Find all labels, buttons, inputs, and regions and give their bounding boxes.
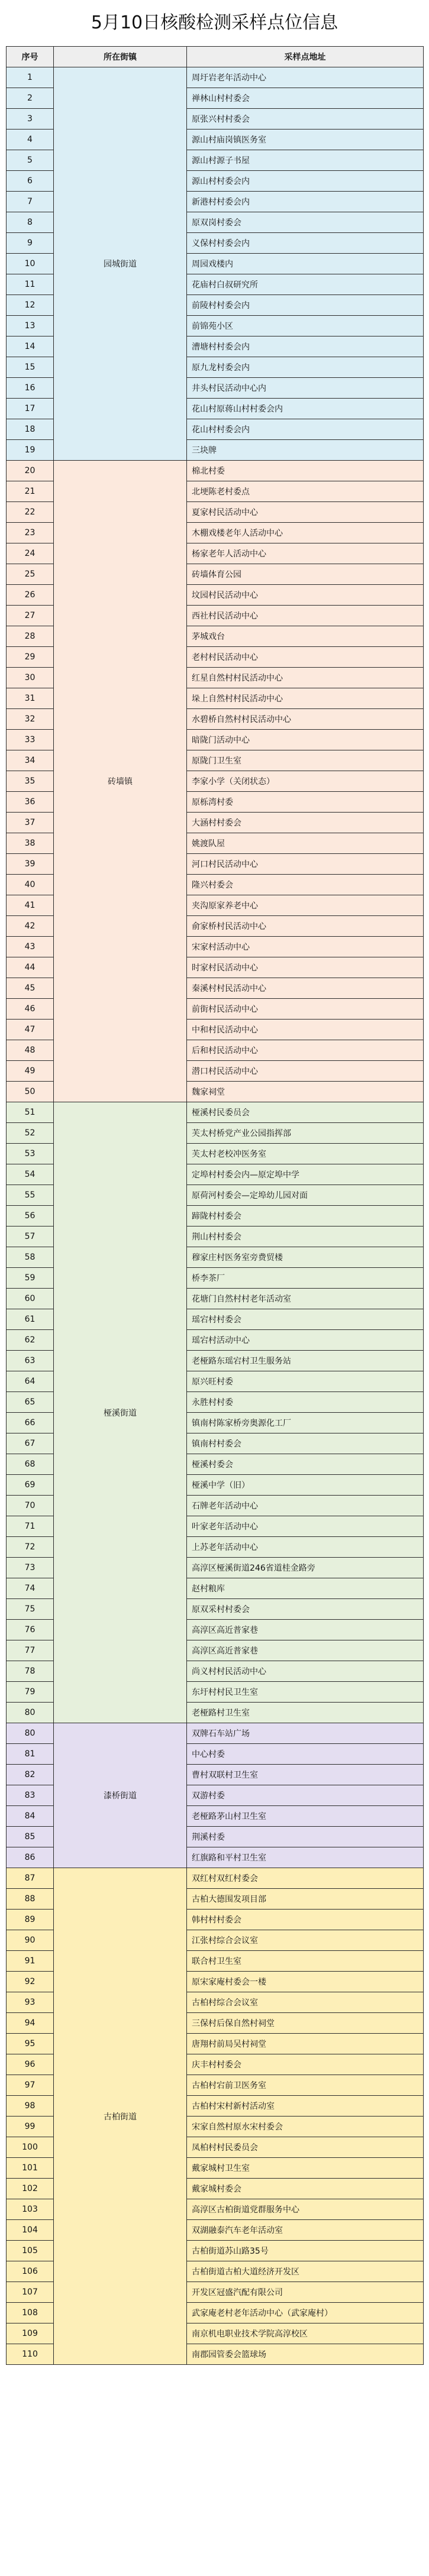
site-address: 源山村庙岗镇医务室 xyxy=(187,130,424,150)
row-number: 87 xyxy=(7,1868,54,1889)
row-number: 94 xyxy=(7,2013,54,2034)
site-address: 东圩村村民卫生室 xyxy=(187,1682,424,1703)
site-address: 双牌石车站广场 xyxy=(187,1723,424,1744)
site-address: 中和村民活动中心 xyxy=(187,1020,424,1040)
row-number: 49 xyxy=(7,1061,54,1082)
site-address: 红旗路和平村卫生室 xyxy=(187,1847,424,1868)
row-number: 17 xyxy=(7,399,54,419)
row-number: 90 xyxy=(7,1930,54,1951)
row-number: 97 xyxy=(7,2075,54,2096)
site-address: 镇南村村委会 xyxy=(187,1433,424,1454)
row-number: 14 xyxy=(7,336,54,357)
site-address: 花山村村委会内 xyxy=(187,419,424,440)
row-number: 63 xyxy=(7,1351,54,1371)
row-number: 68 xyxy=(7,1454,54,1475)
row-number: 83 xyxy=(7,1785,54,1806)
row-number: 108 xyxy=(7,2303,54,2323)
row-number: 61 xyxy=(7,1309,54,1330)
row-number: 69 xyxy=(7,1475,54,1496)
site-address: 桠溪村民委员会 xyxy=(187,1102,424,1123)
row-number: 107 xyxy=(7,2282,54,2303)
row-number: 62 xyxy=(7,1330,54,1351)
row-number: 105 xyxy=(7,2241,54,2261)
row-number: 37 xyxy=(7,813,54,833)
site-address: 双红村双红村委会 xyxy=(187,1868,424,1889)
row-number: 109 xyxy=(7,2323,54,2344)
site-address: 戴家城村委会 xyxy=(187,2179,424,2199)
site-address: 前陵村村委会内 xyxy=(187,295,424,316)
site-address: 源山村源子书屋 xyxy=(187,150,424,171)
site-address: 赵村粮库 xyxy=(187,1578,424,1599)
site-address: 联合村卫生室 xyxy=(187,1951,424,1972)
row-number: 78 xyxy=(7,1661,54,1682)
site-address: 曹村双联村卫生室 xyxy=(187,1765,424,1785)
site-address: 木棚戏楼老年人活动中心 xyxy=(187,523,424,543)
site-address: 高淳区高近普家巷 xyxy=(187,1620,424,1640)
row-number: 12 xyxy=(7,295,54,316)
row-number: 99 xyxy=(7,2117,54,2137)
header-no: 序号 xyxy=(7,47,54,67)
site-address: 芙太村老校冲医务室 xyxy=(187,1144,424,1164)
row-number: 58 xyxy=(7,1247,54,1268)
site-address: 水碧桥自然村村民活动中心 xyxy=(187,709,424,730)
row-number: 23 xyxy=(7,523,54,543)
site-address: 时家村民活动中心 xyxy=(187,957,424,978)
row-number: 4 xyxy=(7,130,54,150)
row-number: 41 xyxy=(7,895,54,916)
site-address: 双游村委 xyxy=(187,1785,424,1806)
site-address: 三块牌 xyxy=(187,440,424,461)
row-number: 47 xyxy=(7,1020,54,1040)
site-address: 双湖融泰汽车老年活动室 xyxy=(187,2220,424,2241)
row-number: 33 xyxy=(7,730,54,750)
site-address: 垛上自然村村民活动中心 xyxy=(187,688,424,709)
row-number: 59 xyxy=(7,1268,54,1289)
table-row xyxy=(7,1723,424,1744)
row-number: 89 xyxy=(7,1910,54,1930)
site-address: 坟园村民活动中心 xyxy=(187,585,424,606)
row-number: 101 xyxy=(7,2158,54,2179)
row-number: 43 xyxy=(7,937,54,957)
row-number: 27 xyxy=(7,606,54,626)
site-address: 周圩岩老年活动中心 xyxy=(187,67,424,88)
site-address: 桥李茶厂 xyxy=(187,1268,424,1289)
site-address: 永胜村村委 xyxy=(187,1392,424,1413)
row-number: 21 xyxy=(7,481,54,502)
row-number: 39 xyxy=(7,854,54,875)
site-address: 杨家老年人活动中心 xyxy=(187,543,424,564)
site-address: 原栎湾村委 xyxy=(187,792,424,813)
row-number: 80 xyxy=(7,1703,54,1723)
site-address: 南京机电职业技术学院高淳校区 xyxy=(187,2323,424,2344)
row-number: 96 xyxy=(7,2054,54,2075)
row-number: 106 xyxy=(7,2261,54,2282)
row-number: 7 xyxy=(7,192,54,212)
row-number: 70 xyxy=(7,1496,54,1516)
header-address: 采样点地址 xyxy=(187,47,424,67)
site-address: 前锦苑小区 xyxy=(187,316,424,336)
site-address: 原张兴村村委会 xyxy=(187,109,424,130)
row-number: 104 xyxy=(7,2220,54,2241)
site-address: 武家庵老村老年活动中心（武家庵村） xyxy=(187,2303,424,2323)
row-number: 88 xyxy=(7,1889,54,1910)
row-number: 3 xyxy=(7,109,54,130)
site-address: 桠溪村委会 xyxy=(187,1454,424,1475)
site-address: 姚渡队屋 xyxy=(187,833,424,854)
row-number: 36 xyxy=(7,792,54,813)
row-number: 67 xyxy=(7,1433,54,1454)
row-number: 40 xyxy=(7,875,54,895)
row-number: 45 xyxy=(7,978,54,999)
row-number: 35 xyxy=(7,771,54,792)
site-address: 开发区冠盛汽配有限公司 xyxy=(187,2282,424,2303)
row-number: 65 xyxy=(7,1392,54,1413)
row-number: 102 xyxy=(7,2179,54,2199)
site-address: 原荷河村委会—定埠幼儿园对面 xyxy=(187,1185,424,1206)
site-address: 上苏老年活动中心 xyxy=(187,1537,424,1558)
row-number: 86 xyxy=(7,1847,54,1868)
row-number: 18 xyxy=(7,419,54,440)
site-address: 穆家庄村医务室旁费贸楼 xyxy=(187,1247,424,1268)
row-number: 31 xyxy=(7,688,54,709)
site-address: 古柏街道古柏大道经济开发区 xyxy=(187,2261,424,2282)
site-address: 瑶宕村活动中心 xyxy=(187,1330,424,1351)
site-address: 荆山村村委会 xyxy=(187,1226,424,1247)
table-row xyxy=(7,1868,424,1889)
row-number: 77 xyxy=(7,1640,54,1661)
site-address: 三保村后保自然村祠堂 xyxy=(187,2013,424,2034)
site-address: 宋家村活动中心 xyxy=(187,937,424,957)
site-address: 西社村民活动中心 xyxy=(187,606,424,626)
row-number: 98 xyxy=(7,2096,54,2117)
site-address: 镇南村陈家桥旁奥源化工厂 xyxy=(187,1413,424,1433)
site-address: 棉北村委 xyxy=(187,461,424,481)
row-number: 55 xyxy=(7,1185,54,1206)
row-number: 46 xyxy=(7,999,54,1020)
row-number: 66 xyxy=(7,1413,54,1433)
row-number: 100 xyxy=(7,2137,54,2158)
row-number: 10 xyxy=(7,254,54,274)
page-title: 5月10日核酸检测采样点位信息 xyxy=(91,12,338,33)
sampling-sites-table xyxy=(6,46,424,2365)
site-address: 韩村村村委会 xyxy=(187,1910,424,1930)
site-address: 大涵村村委会 xyxy=(187,813,424,833)
site-address: 俞家桥村民活动中心 xyxy=(187,916,424,937)
row-number: 85 xyxy=(7,1827,54,1847)
row-number: 51 xyxy=(7,1102,54,1123)
row-number: 20 xyxy=(7,461,54,481)
site-address: 戴家城村卫生室 xyxy=(187,2158,424,2179)
site-address: 老桠路村卫生室 xyxy=(187,1703,424,1723)
row-number: 2 xyxy=(7,88,54,109)
row-number: 64 xyxy=(7,1371,54,1392)
row-number: 38 xyxy=(7,833,54,854)
site-address: 古柏大德围发项目部 xyxy=(187,1889,424,1910)
row-number: 76 xyxy=(7,1620,54,1640)
site-address: 石牌老年活动中心 xyxy=(187,1496,424,1516)
site-address: 叶家老年活动中心 xyxy=(187,1516,424,1537)
header-town: 所在街镇 xyxy=(54,47,187,67)
site-address: 义保村村委会内 xyxy=(187,233,424,254)
site-address: 古柏街道苏山路35号 xyxy=(187,2241,424,2261)
site-address: 老桠路东瑶宕村卫生服务站 xyxy=(187,1351,424,1371)
table-row xyxy=(7,67,424,88)
row-number: 30 xyxy=(7,668,54,688)
row-number: 13 xyxy=(7,316,54,336)
site-address: 河口村民活动中心 xyxy=(187,854,424,875)
table-header-row xyxy=(7,47,424,67)
site-address: 茅城戏台 xyxy=(187,626,424,647)
site-address: 古柏村综合会议室 xyxy=(187,1992,424,2013)
table-row xyxy=(7,1102,424,1123)
site-address: 中心村委 xyxy=(187,1744,424,1765)
site-address: 荆溪村委 xyxy=(187,1827,424,1847)
site-address: 老村村民活动中心 xyxy=(187,647,424,668)
site-address: 原陇门卫生室 xyxy=(187,750,424,771)
site-address: 原双岗村委会 xyxy=(187,212,424,233)
site-address: 暗陇门活动中心 xyxy=(187,730,424,750)
site-address: 潜口村民活动中心 xyxy=(187,1061,424,1082)
row-number: 79 xyxy=(7,1682,54,1703)
site-address: 漕塘村村委会内 xyxy=(187,336,424,357)
row-number: 34 xyxy=(7,750,54,771)
town-name: 古柏街道 xyxy=(54,1868,187,2365)
row-number: 8 xyxy=(7,212,54,233)
site-address: 原双采村村委会 xyxy=(187,1599,424,1620)
row-number: 91 xyxy=(7,1951,54,1972)
row-number: 48 xyxy=(7,1040,54,1061)
town-name: 桠溪街道 xyxy=(54,1102,187,1723)
row-number: 60 xyxy=(7,1289,54,1309)
row-number: 72 xyxy=(7,1537,54,1558)
row-number: 54 xyxy=(7,1164,54,1185)
row-number: 93 xyxy=(7,1992,54,2013)
site-address: 唐翔村前局吴村祠堂 xyxy=(187,2034,424,2054)
site-address: 原九龙村委会内 xyxy=(187,357,424,378)
site-address: 蹄陇村村委会 xyxy=(187,1206,424,1226)
row-number: 15 xyxy=(7,357,54,378)
row-number: 80 xyxy=(7,1723,54,1744)
row-number: 103 xyxy=(7,2199,54,2220)
row-number: 73 xyxy=(7,1558,54,1578)
row-number: 95 xyxy=(7,2034,54,2054)
row-number: 22 xyxy=(7,502,54,523)
row-number: 56 xyxy=(7,1206,54,1226)
site-address: 前街村民活动中心 xyxy=(187,999,424,1020)
row-number: 9 xyxy=(7,233,54,254)
site-address: 李家小学（关闭状态） xyxy=(187,771,424,792)
table-body xyxy=(7,67,424,2365)
site-address: 禅林山村村委会 xyxy=(187,88,424,109)
row-number: 44 xyxy=(7,957,54,978)
site-address: 花庙村白叔研究所 xyxy=(187,274,424,295)
site-address: 花塘门自然村村老年活动室 xyxy=(187,1289,424,1309)
site-address: 高淳区高近普家巷 xyxy=(187,1640,424,1661)
site-address: 魏家祠堂 xyxy=(187,1082,424,1102)
table-row xyxy=(7,461,424,481)
site-address: 高淳区桠溪街道246省道桂金路旁 xyxy=(187,1558,424,1578)
row-number: 26 xyxy=(7,585,54,606)
row-number: 57 xyxy=(7,1226,54,1247)
site-address: 芙太村桥党产业公园指挥部 xyxy=(187,1123,424,1144)
row-number: 24 xyxy=(7,543,54,564)
site-address: 隆兴村委会 xyxy=(187,875,424,895)
row-number: 75 xyxy=(7,1599,54,1620)
row-number: 28 xyxy=(7,626,54,647)
site-address: 秦溪村村民活动中心 xyxy=(187,978,424,999)
town-name: 园城街道 xyxy=(54,67,187,461)
row-number: 16 xyxy=(7,378,54,399)
row-number: 29 xyxy=(7,647,54,668)
row-number: 25 xyxy=(7,564,54,585)
site-address: 原宋家庵村委会一楼 xyxy=(187,1972,424,1992)
site-address: 南郡园管委会篮球场 xyxy=(187,2344,424,2365)
site-address: 凤柏村村民委员会 xyxy=(187,2137,424,2158)
site-address: 夹沟原家养老中心 xyxy=(187,895,424,916)
site-address: 老桠路茅山村卫生室 xyxy=(187,1806,424,1827)
row-number: 52 xyxy=(7,1123,54,1144)
row-number: 42 xyxy=(7,916,54,937)
site-address: 北埂陈老村委点 xyxy=(187,481,424,502)
site-address: 夏家村民活动中心 xyxy=(187,502,424,523)
site-address: 井头村民活动中心内 xyxy=(187,378,424,399)
site-address: 古柏村宋村新村活动室 xyxy=(187,2096,424,2117)
row-number: 5 xyxy=(7,150,54,171)
site-address: 源山村村委会内 xyxy=(187,171,424,192)
row-number: 32 xyxy=(7,709,54,730)
row-number: 92 xyxy=(7,1972,54,1992)
site-address: 古柏村宕前卫医务室 xyxy=(187,2075,424,2096)
row-number: 19 xyxy=(7,440,54,461)
row-number: 110 xyxy=(7,2344,54,2365)
row-number: 11 xyxy=(7,274,54,295)
site-address: 定埠村村委会内—原定埠中学 xyxy=(187,1164,424,1185)
site-address: 江张村综合会议室 xyxy=(187,1930,424,1951)
site-address: 尚义村村民活动中心 xyxy=(187,1661,424,1682)
site-address: 周园戏楼内 xyxy=(187,254,424,274)
site-address: 花山村原蒋山村村委会内 xyxy=(187,399,424,419)
site-address: 瑶宕村村委会 xyxy=(187,1309,424,1330)
site-address: 砖墙体育公园 xyxy=(187,564,424,585)
row-number: 82 xyxy=(7,1765,54,1785)
site-address: 后和村民活动中心 xyxy=(187,1040,424,1061)
town-name: 漆桥街道 xyxy=(54,1723,187,1868)
row-number: 50 xyxy=(7,1082,54,1102)
site-address: 桠溪中学（旧） xyxy=(187,1475,424,1496)
site-address: 原兴旺村委 xyxy=(187,1371,424,1392)
row-number: 1 xyxy=(7,67,54,88)
town-name: 砖墙镇 xyxy=(54,461,187,1102)
site-address: 新港村村委会内 xyxy=(187,192,424,212)
row-number: 6 xyxy=(7,171,54,192)
site-address: 红星自然村村民活动中心 xyxy=(187,668,424,688)
row-number: 71 xyxy=(7,1516,54,1537)
site-address: 庆丰村村委会 xyxy=(187,2054,424,2075)
row-number: 74 xyxy=(7,1578,54,1599)
row-number: 81 xyxy=(7,1744,54,1765)
site-address: 宋家自然村原水宋村委会 xyxy=(187,2117,424,2137)
site-address: 高淳区古柏街道党群服务中心 xyxy=(187,2199,424,2220)
row-number: 84 xyxy=(7,1806,54,1827)
row-number: 53 xyxy=(7,1144,54,1164)
